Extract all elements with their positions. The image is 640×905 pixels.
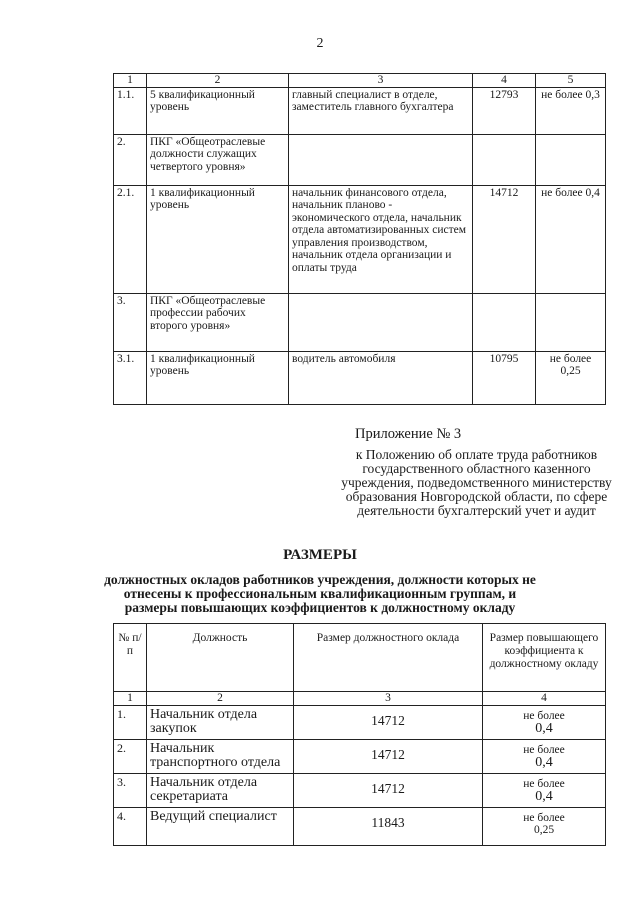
salary: 14712 — [294, 740, 483, 774]
qualification-level: 5 квалификационный уровень — [147, 87, 289, 134]
table-row — [114, 808, 606, 846]
coefficient-value: 0,4 — [535, 789, 553, 804]
row-number: 3. — [114, 774, 147, 808]
salary: 14712 — [294, 706, 483, 740]
position-name: Начальник отдела закупок — [147, 706, 294, 740]
header-cell: 2 — [147, 74, 289, 88]
qualification-level: 1 квалификационный уровень — [147, 351, 289, 404]
table-header-row — [114, 624, 606, 692]
coefficient — [536, 293, 606, 351]
table-index-row — [114, 692, 606, 706]
coefficient-value: 0,4 — [535, 721, 553, 736]
header-position: Должность — [147, 624, 294, 692]
salary: 14712 — [294, 774, 483, 808]
coefficient-value: 0,25 — [533, 824, 555, 836]
header-salary: Размер должностного оклада — [294, 624, 483, 692]
salary-table — [113, 623, 606, 846]
header-cell: 3 — [289, 74, 473, 88]
coefficient-label: не более — [523, 778, 565, 790]
coefficient — [483, 774, 606, 808]
coefficient-value: 0,4 — [535, 755, 553, 770]
table-row — [114, 87, 606, 134]
salary — [473, 134, 536, 185]
salary — [473, 293, 536, 351]
positions: начальник финансового отдела, начальник планово - экономического отдела, начальник отдела автоматизированных систем управления производством, начальник отдела организации и оплаты труда — [289, 185, 473, 293]
qualification-level: 1 квалификационный уровень — [147, 185, 289, 293]
salary: 12793 — [473, 87, 536, 134]
coefficient-label: не более — [523, 710, 565, 722]
header-cell: 1 — [114, 74, 147, 88]
coefficient-label: не более — [523, 744, 565, 756]
positions: главный специалист в отделе, заместитель главного бухгалтера — [289, 87, 473, 134]
row-number: 4. — [114, 808, 147, 846]
qualification-group: ПКГ «Общеотраслевые должности служащих четвертого уровня» — [147, 134, 289, 185]
coefficient-label: не более — [523, 812, 565, 824]
document-heading: РАЗМЕРЫ — [283, 547, 357, 563]
coefficient — [536, 134, 606, 185]
positions — [289, 134, 473, 185]
header-coefficient: Размер повышающего коэффициента к должностному окладу — [483, 624, 606, 692]
qualification-group: ПКГ «Общеотраслевые профессии рабочих второго уровня» — [147, 293, 289, 351]
row-number: 2. — [114, 134, 147, 185]
page-number: 2 — [316, 36, 324, 51]
document-subtitle: должностных окладов работников учреждения, должности которых не отнесены к профессиональным квалификационным группам, и размеры повышающих коэффициентов к должностному окладу — [104, 572, 536, 615]
coefficient: не более 0,4 — [536, 185, 606, 293]
salary: 10795 — [473, 351, 536, 404]
table-row — [114, 774, 606, 808]
table-row — [114, 134, 606, 185]
annex-text: к Положению об оплате труда работников государственного областного казенного учреждения, подведомственного министерству образования Новгородской области, по сфере деятельности бухгалтерский учет и аудит — [341, 447, 612, 518]
table-row — [114, 706, 606, 740]
table-row — [114, 351, 606, 404]
coefficient — [483, 808, 606, 846]
row-number: 1.1. — [114, 87, 147, 134]
positions: водитель автомобиля — [289, 351, 473, 404]
positions — [289, 293, 473, 351]
table-header-row — [114, 74, 606, 88]
header-cell: 5 — [536, 74, 606, 88]
coefficient — [483, 740, 606, 774]
table-row — [114, 293, 606, 351]
row-number: 3.1. — [114, 351, 147, 404]
header-number: № п/п — [114, 624, 147, 692]
qualification-table — [113, 73, 606, 405]
row-number: 2.1. — [114, 185, 147, 293]
index-cell: 3 — [294, 692, 483, 706]
index-cell: 1 — [114, 692, 147, 706]
index-cell: 4 — [483, 692, 606, 706]
row-number: 3. — [114, 293, 147, 351]
salary: 14712 — [473, 185, 536, 293]
table-row — [114, 185, 606, 293]
index-cell: 2 — [147, 692, 294, 706]
table-row — [114, 740, 606, 774]
coefficient: не более 0,25 — [536, 351, 606, 404]
row-number: 2. — [114, 740, 147, 774]
position-name: Ведущий специалист — [147, 808, 294, 846]
row-number: 1. — [114, 706, 147, 740]
coefficient: не более 0,3 — [536, 87, 606, 134]
header-cell: 4 — [473, 74, 536, 88]
salary: 11843 — [294, 808, 483, 846]
position-name: Начальник отдела секретариата — [147, 774, 294, 808]
annex-title: Приложение № 3 — [355, 426, 462, 442]
coefficient — [483, 706, 606, 740]
position-name: Начальник транспортного отдела — [147, 740, 294, 774]
